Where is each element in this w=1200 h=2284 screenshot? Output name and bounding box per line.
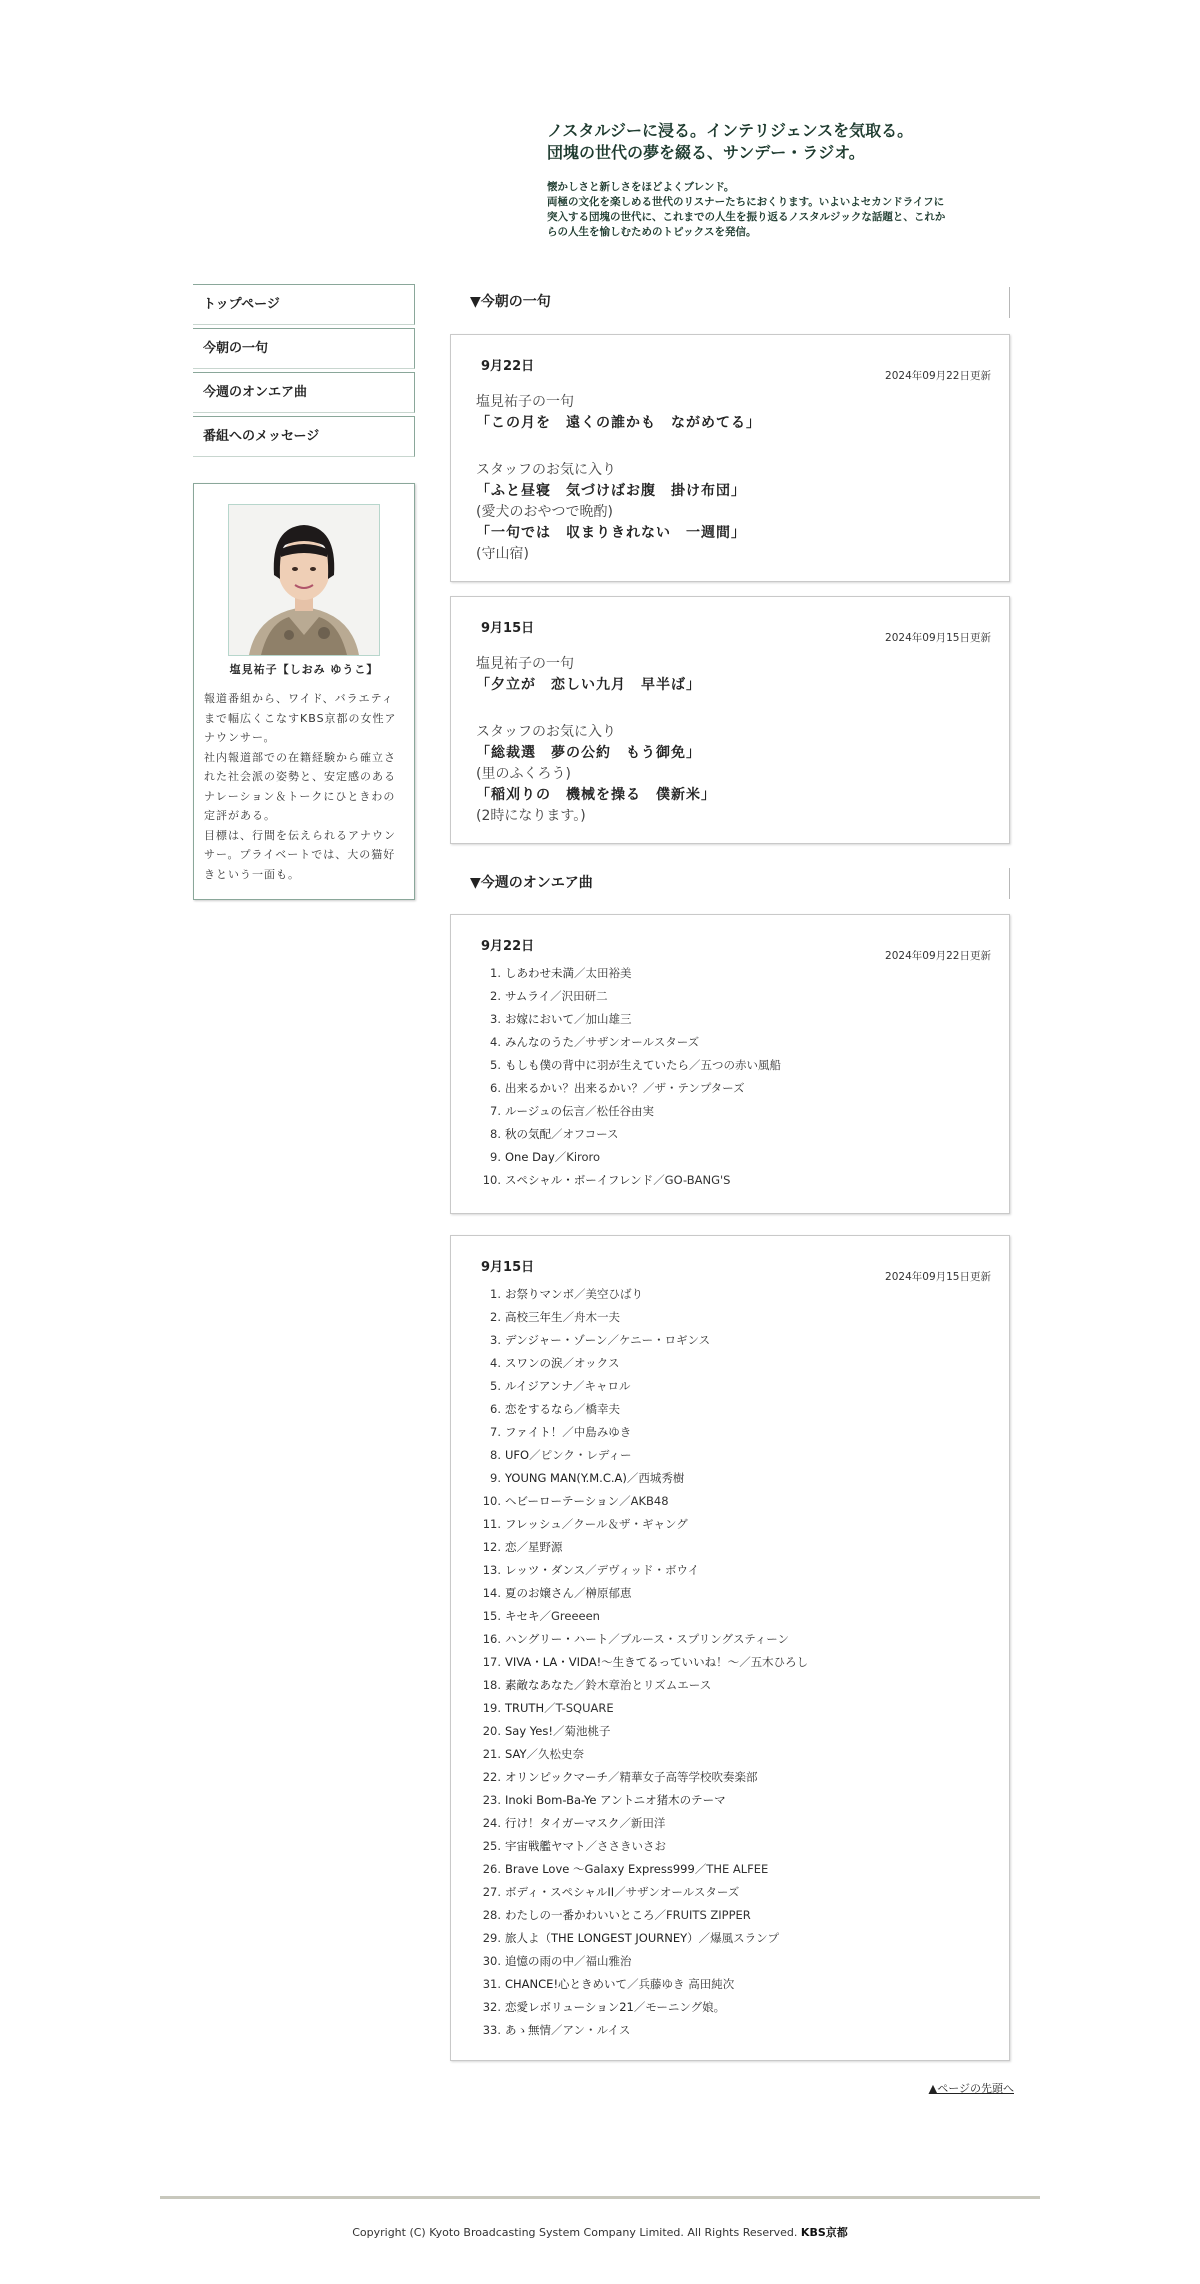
song-artist: ／西城秀樹 — [626, 1471, 685, 1485]
song-title: ファイト！ — [505, 1425, 563, 1439]
song-number: 20. — [482, 1724, 501, 1738]
host-bio — [204, 689, 404, 884]
song-item — [481, 1444, 808, 1467]
song-number: 22. — [482, 1770, 501, 1784]
bio-paragraph: 報道番組から、ワイド、バラエティまで幅広くこなすKBS京都の女性アナウンサー。 — [204, 692, 397, 744]
song-item — [481, 2019, 808, 2042]
song-artist: ／星野源 — [516, 1540, 563, 1554]
staff-pick-author: (里のふくろう) — [476, 766, 571, 782]
song-artist: ／AKB48 — [619, 1494, 669, 1508]
song-title: レッツ・ダンス — [505, 1563, 586, 1577]
song-artist: ／モーニング娘。 — [633, 2000, 726, 2014]
song-item — [481, 1973, 808, 1996]
song-artist: ／Kiroro — [554, 1150, 601, 1164]
song-title: みんなのうた — [505, 1035, 574, 1049]
song-item — [481, 1628, 808, 1651]
song-title: オリンピックマーチ — [505, 1770, 609, 1784]
song-artist: ／精華女子高等学校吹奏楽部 — [608, 1770, 758, 1784]
song-number: 8. — [490, 1448, 501, 1462]
song-title: あゝ無情 — [505, 2023, 551, 2037]
song-item — [481, 985, 781, 1008]
updated-date: 2024年09月22日更新 — [885, 950, 991, 962]
song-artist: ／デヴィッド・ボウイ — [585, 1563, 700, 1577]
song-number: 11. — [482, 1517, 501, 1531]
song-item — [481, 1720, 808, 1743]
song-title: もしも僕の背中に羽が生えていたら — [505, 1058, 689, 1072]
song-artist: ／T-SQUARE — [544, 1701, 614, 1715]
song-number: 6. — [490, 1081, 501, 1095]
song-artist: ／ケニー・ロギンス — [607, 1333, 711, 1347]
song-artist: ／サザンオールスターズ — [614, 1885, 740, 1899]
song-title: ハングリー・ハート — [505, 1632, 609, 1646]
song-artist: ／舟木一夫 — [562, 1310, 620, 1324]
song-title: Inoki Bom-Ba-Ye アントニオ猪木のテーマ — [505, 1793, 726, 1807]
song-number: 10. — [482, 1494, 501, 1508]
song-title: ルージュの伝言 — [505, 1104, 586, 1118]
staff-pick-haiku: 「稲刈りの 機械を操る 僕新米」 — [476, 787, 716, 803]
song-title: サムライ — [505, 989, 551, 1003]
song-title: 秋の気配 — [505, 1127, 551, 1141]
song-title: UFO — [505, 1448, 530, 1462]
song-number: 5. — [490, 1379, 501, 1393]
song-number: 15. — [482, 1609, 501, 1623]
nav-morning-haiku[interactable]: 今朝の一句 — [193, 328, 415, 369]
song-artist: ／兵藤ゆき 高田純次 — [627, 1977, 735, 1991]
song-number: 24. — [482, 1816, 501, 1830]
song-number: 25. — [482, 1839, 501, 1853]
staff-pick-author: (守山宿) — [476, 546, 529, 562]
updated-date: 2024年09月15日更新 — [885, 1271, 991, 1283]
song-number: 18. — [482, 1678, 501, 1692]
staff-pick-label: スタッフのお気に入り — [476, 462, 616, 478]
host-haiku: 「夕立が 恋しい九月 早半ば」 — [476, 677, 701, 693]
song-number: 28. — [482, 1908, 501, 1922]
haiku-body — [476, 392, 761, 565]
song-artist: ／爆風スランプ — [698, 1931, 780, 1945]
song-item — [481, 1743, 808, 1766]
song-artist: ／橋幸夫 — [574, 1402, 620, 1416]
song-artist: ／GO-BANG'S — [653, 1173, 731, 1187]
staff-pick-haiku: 「ふと昼寝 気づけばお腹 掛け布団」 — [476, 483, 746, 499]
song-title: SAY — [505, 1747, 527, 1761]
entry-date: 9月15日 — [481, 1260, 535, 1275]
song-artist: ／菊池桃子 — [552, 1724, 611, 1738]
song-item — [481, 1559, 808, 1582]
song-artist: ／鈴木章治とリズムエース — [574, 1678, 712, 1692]
song-artist: ／福山雅治 — [574, 1954, 632, 1968]
song-number: 23. — [482, 1793, 501, 1807]
entry-date: 9月22日 — [481, 939, 535, 954]
footer-brand: KBS京都 — [800, 2226, 848, 2239]
song-artist: ／新田洋 — [619, 1816, 666, 1830]
staff-pick-label: スタッフのお気に入り — [476, 724, 616, 740]
song-title: わたしの一番かわいいところ — [505, 1908, 655, 1922]
song-number: 4. — [490, 1356, 501, 1370]
haiku-body — [476, 654, 716, 827]
headline-line-1: ノスタルジーに浸る。インテリジェンスを気取る。 — [547, 121, 914, 140]
footer — [0, 2224, 1200, 2240]
song-artist: ／ピンク・レディー — [529, 1448, 632, 1462]
song-title: 旅人よ（THE LONGEST JOURNEY） — [505, 1931, 699, 1945]
song-artist: ／沢田研二 — [550, 989, 608, 1003]
song-list — [481, 962, 781, 1192]
staff-pick-haiku: 「総裁選 夢の公約 もう御免」 — [476, 745, 701, 761]
song-title: 素敵なあなた — [505, 1678, 574, 1692]
song-number: 13. — [482, 1563, 501, 1577]
entry-date: 9月22日 — [481, 359, 535, 374]
program-description — [547, 180, 1017, 240]
song-number: 31. — [482, 1977, 501, 1991]
song-item — [481, 1950, 808, 1973]
song-item — [481, 1651, 808, 1674]
song-item — [481, 1031, 781, 1054]
song-list — [481, 1283, 808, 2042]
song-item — [481, 1421, 808, 1444]
song-item — [481, 1904, 808, 1927]
song-item — [481, 1100, 781, 1123]
updated-date: 2024年09月22日更新 — [885, 370, 991, 382]
song-number: 19. — [482, 1701, 501, 1715]
song-number: 6. — [490, 1402, 501, 1416]
song-artist: ／サザンオールスターズ — [574, 1035, 700, 1049]
nav-onair-songs[interactable]: 今週のオンエア曲 — [193, 372, 415, 413]
description-line: 懐かしさと新しさをほどよくブレンド。 — [547, 181, 735, 193]
song-title: 出来るかい？出来るかい？ — [505, 1081, 643, 1095]
song-item — [481, 1169, 781, 1192]
headline-line-2: 団塊の世代の夢を綴る、サンデー・ラジオ。 — [547, 143, 865, 162]
host-haiku: 「この月を 遠くの誰かも ながめてる」 — [476, 415, 761, 431]
song-item — [481, 1513, 808, 1536]
song-artist: ／美空ひばり — [574, 1287, 643, 1301]
song-title: お嫁において — [505, 1012, 574, 1026]
songs-card — [450, 1235, 1010, 2061]
headline — [547, 120, 1017, 164]
song-item — [481, 1536, 808, 1559]
song-title: キセキ — [505, 1609, 540, 1623]
song-item — [481, 1582, 808, 1605]
song-number: 4. — [490, 1035, 501, 1049]
song-number: 9. — [490, 1471, 501, 1485]
song-item — [481, 1490, 808, 1513]
description-line: 突入する団塊の世代に、これまでの人生を振り返るノスタルジックな話題と、これか — [547, 211, 946, 223]
song-number: 32. — [482, 2000, 501, 2014]
entry-date: 9月15日 — [481, 621, 535, 636]
song-item — [481, 1123, 781, 1146]
song-artist: ／オフコース — [551, 1127, 619, 1141]
song-title: スペシャル・ボーイフレンド — [505, 1173, 654, 1187]
song-title: 恋愛レボリューション21 — [505, 2000, 634, 2014]
host-haiku-label: 塩見祐子の一句 — [476, 656, 574, 672]
song-artist: ／ささきいさお — [585, 1839, 666, 1853]
song-artist: ／クール＆ザ・ギャング — [561, 1517, 688, 1531]
song-title: スワンの涙 — [505, 1356, 563, 1370]
song-number: 17. — [482, 1655, 501, 1669]
nav-top-page[interactable]: トップページ — [193, 284, 415, 325]
song-item — [481, 1054, 781, 1077]
song-title: お祭りマンボ — [505, 1287, 574, 1301]
song-number: 27. — [482, 1885, 501, 1899]
song-item — [481, 1329, 808, 1352]
song-title: Brave Love 〜Galaxy Express999 — [505, 1862, 695, 1876]
host-portrait-image — [229, 505, 379, 655]
song-item — [481, 962, 781, 985]
song-title: 追憶の雨の中 — [505, 1954, 574, 1968]
song-number: 30. — [482, 1954, 501, 1968]
song-title: 恋 — [505, 1540, 517, 1554]
description-line: 両極の文化を楽しめる世代のリスナーたちにおくります。いよいよセカンドライフに — [547, 196, 945, 208]
song-number: 33. — [482, 2023, 501, 2037]
song-number: 14. — [482, 1586, 501, 1600]
songs-card — [450, 914, 1010, 1214]
bio-paragraph: 目標は、行間を伝えられるアナウンサー。プライベートでは、大の猫好きという一面も。 — [204, 828, 396, 881]
song-artist: ／アン・ルイス — [551, 2023, 631, 2037]
site-header — [547, 120, 1017, 240]
song-number: 10. — [482, 1173, 501, 1187]
song-title: TRUTH — [505, 1701, 545, 1715]
song-artist: ／太田裕美 — [574, 966, 632, 980]
song-number: 1. — [490, 1287, 501, 1301]
song-artist: ／キャロル — [572, 1379, 631, 1393]
song-title: ルイジアンナ — [505, 1379, 573, 1393]
nav-message[interactable]: 番組へのメッセージ — [193, 416, 415, 457]
song-item — [481, 1146, 781, 1169]
song-item — [481, 1674, 808, 1697]
host-profile — [193, 483, 415, 900]
song-title: しあわせ未満 — [505, 966, 574, 980]
host-haiku-label: 塩見祐子の一句 — [476, 394, 574, 410]
song-number: 7. — [490, 1104, 501, 1118]
song-artist: ／榊原郁恵 — [574, 1586, 632, 1600]
staff-pick-author: (愛犬のおやつで晩酌) — [476, 504, 613, 520]
song-number: 3. — [490, 1012, 501, 1026]
host-photo — [228, 504, 380, 656]
song-title: ボディ・スペシャルII — [505, 1885, 615, 1899]
song-title: 恋をするなら — [505, 1402, 574, 1416]
song-title: Say Yes! — [505, 1724, 553, 1738]
song-number: 1. — [490, 966, 501, 980]
song-title: 夏のお嬢さん — [505, 1586, 574, 1600]
song-artist: ／THE ALFEE — [694, 1862, 769, 1876]
song-number: 9. — [490, 1150, 501, 1164]
song-artist: ／FRUITS ZIPPER — [654, 1908, 751, 1922]
sidebar-nav — [193, 284, 415, 460]
song-item — [481, 1996, 808, 2019]
haiku-card — [450, 596, 1010, 844]
song-artist: ／ブルース・スプリングスティーン — [608, 1632, 790, 1646]
song-number: 8. — [490, 1127, 501, 1141]
song-item — [481, 1858, 808, 1881]
song-title: YOUNG MAN(Y.M.C.A) — [505, 1471, 627, 1485]
song-item — [481, 1306, 808, 1329]
song-item — [481, 1375, 808, 1398]
host-name: 塩見祐子【しおみ ゆうこ】 — [229, 663, 379, 676]
song-title: デンジャー・ゾーン — [505, 1333, 608, 1347]
song-item — [481, 1008, 781, 1031]
song-number: 26. — [482, 1862, 501, 1876]
song-item — [481, 1398, 808, 1421]
song-artist: ／五木ひろし — [739, 1655, 809, 1669]
song-item — [481, 1077, 781, 1100]
song-title: フレッシュ — [505, 1517, 562, 1531]
song-number: 3. — [490, 1333, 501, 1347]
song-item — [481, 1766, 808, 1789]
bio-paragraph: 社内報道部での在籍経験から確立された社会派の姿勢と、安定感のあるナレーション＆トークにひときわの定評がある。 — [204, 750, 396, 822]
song-item — [481, 1605, 808, 1628]
updated-date: 2024年09月15日更新 — [885, 632, 991, 644]
song-artist: ／中島みゆき — [562, 1425, 632, 1439]
song-title: 行け！タイガーマスク — [505, 1816, 620, 1830]
song-item — [481, 1927, 808, 1950]
song-item — [481, 1352, 808, 1375]
song-artist: ／ザ・テンプターズ — [643, 1081, 745, 1095]
song-item — [481, 1283, 808, 1306]
song-number: 12. — [482, 1540, 501, 1554]
song-item — [481, 1812, 808, 1835]
song-title: CHANCE!心ときめいて — [505, 1977, 628, 1991]
song-title: 宇宙戦艦ヤマト — [505, 1839, 586, 1853]
song-item — [481, 1881, 808, 1904]
staff-pick-author: (2時になります。) — [476, 808, 586, 824]
song-number: 7. — [490, 1425, 501, 1439]
copyright-text: Copyright (C) Kyoto Broadcasting System Company Limited. All Rights Reserved. — [352, 2226, 798, 2239]
back-to-top-link[interactable]: ▲ページの先頭へ — [928, 2082, 1014, 2095]
song-number: 2. — [490, 989, 501, 1003]
song-item — [481, 1467, 808, 1490]
song-artist: ／松任谷由実 — [585, 1104, 655, 1118]
song-item — [481, 1789, 808, 1812]
song-number: 2. — [490, 1310, 501, 1324]
song-number: 16. — [482, 1632, 501, 1646]
song-number: 21. — [482, 1747, 501, 1761]
section-heading-onair: ▼今週のオンエア曲 — [450, 868, 1010, 899]
song-artist: ／Greeeen — [539, 1609, 600, 1623]
song-artist: ／オックス — [562, 1356, 620, 1370]
song-title: ヘビーローテーション — [505, 1494, 620, 1508]
song-title: VIVA・LA・VIDA!〜生きてるっていいね！〜 — [505, 1655, 740, 1669]
haiku-card — [450, 334, 1010, 582]
section-heading-haiku: ▼今朝の一句 — [450, 287, 1010, 318]
song-item — [481, 1835, 808, 1858]
song-artist: ／加山雄三 — [574, 1012, 632, 1026]
description-line: らの人生を愉しむためのトピックスを発信。 — [547, 226, 757, 238]
song-number: 29. — [482, 1931, 501, 1945]
staff-pick-haiku: 「一句では 収まりきれない 一週間」 — [476, 525, 746, 541]
song-title: One Day — [505, 1150, 555, 1164]
song-title: 高校三年生 — [505, 1310, 563, 1324]
footer-divider — [160, 2196, 1040, 2199]
song-artist: ／久松史奈 — [526, 1747, 585, 1761]
song-item — [481, 1697, 808, 1720]
song-artist: ／五つの赤い風船 — [689, 1058, 781, 1072]
song-number: 5. — [490, 1058, 501, 1072]
